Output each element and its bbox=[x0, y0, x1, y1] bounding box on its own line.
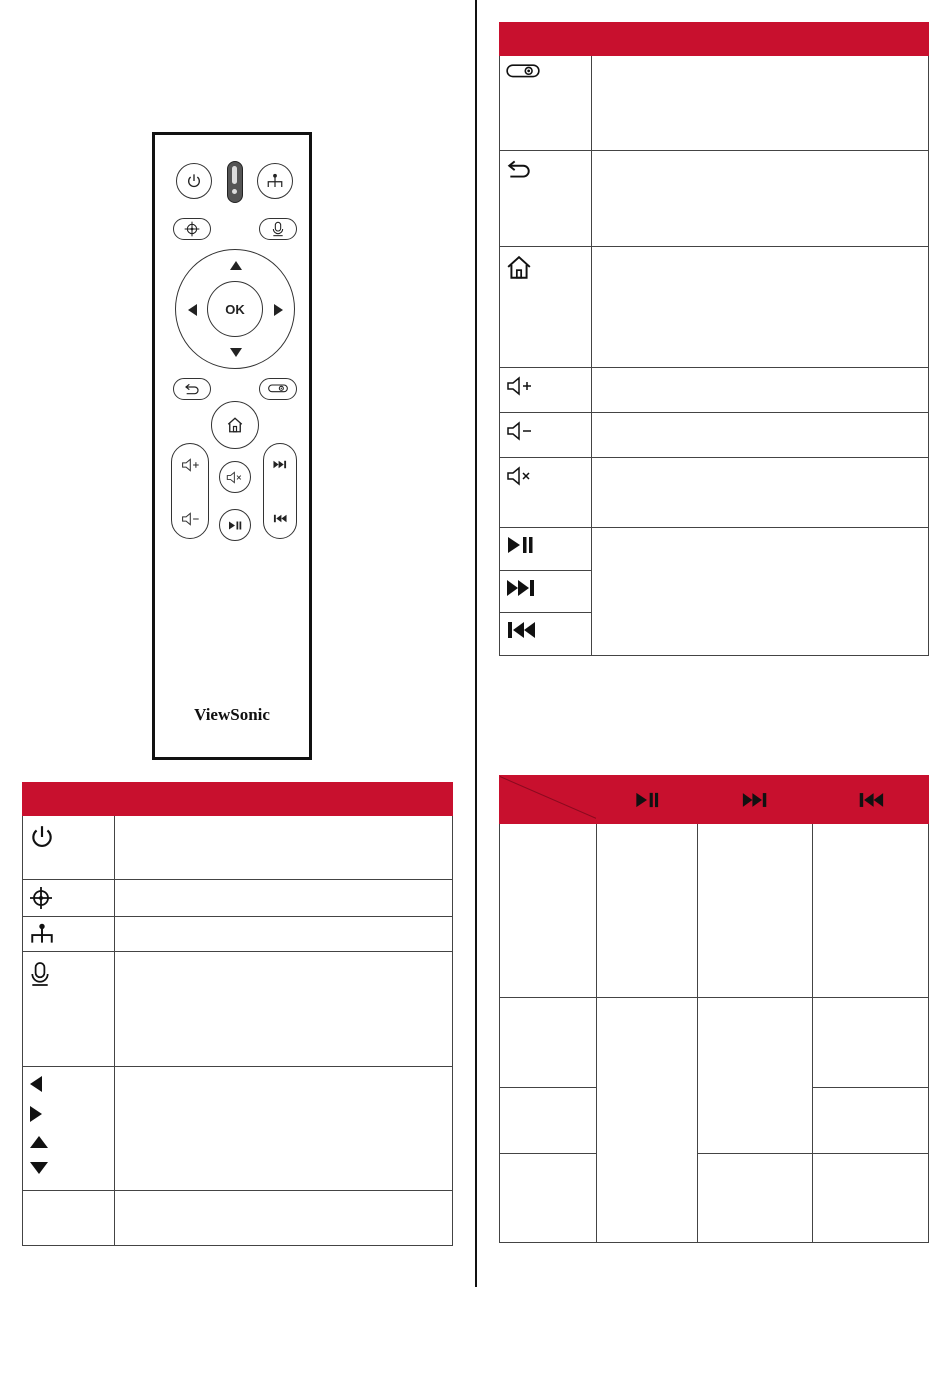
next-icon bbox=[742, 792, 768, 808]
mute-icon bbox=[506, 466, 534, 486]
matrix-cell-r3c4 bbox=[813, 1088, 929, 1154]
row-volume-down bbox=[500, 413, 592, 458]
matrix-cell-r4c3 bbox=[698, 1154, 813, 1243]
row-source-description bbox=[592, 56, 929, 151]
row-home-description bbox=[592, 247, 929, 368]
matrix-cell-r3c1 bbox=[500, 1088, 597, 1154]
remote-control bbox=[152, 132, 312, 760]
row-home bbox=[500, 247, 592, 368]
previous-icon bbox=[506, 621, 536, 639]
remote-buttons-table-2 bbox=[499, 22, 929, 656]
dpad-down-arrow-icon[interactable] bbox=[230, 348, 242, 357]
row-back-description bbox=[592, 151, 929, 247]
matrix-cell-r2c3 bbox=[698, 998, 813, 1154]
row-power-description bbox=[115, 816, 453, 880]
row-volume-up-description bbox=[592, 368, 929, 413]
row-ok-description bbox=[115, 1191, 453, 1246]
remote-ok-button[interactable] bbox=[207, 281, 263, 337]
row-play-pause bbox=[500, 528, 592, 571]
row-next bbox=[500, 571, 592, 613]
table2-header-description bbox=[592, 23, 929, 56]
matrix-cell-r1c3 bbox=[698, 824, 813, 998]
source-icon bbox=[268, 384, 288, 394]
back-icon bbox=[184, 383, 200, 395]
row-volume-up bbox=[500, 368, 592, 413]
play-pause-icon bbox=[634, 792, 660, 808]
table2-header-icon bbox=[500, 23, 592, 56]
row-focus bbox=[23, 880, 115, 917]
row-mic bbox=[23, 952, 115, 1067]
matrix-cell-r1c1 bbox=[500, 824, 597, 998]
dpad-left-arrow-icon[interactable] bbox=[188, 304, 197, 316]
source-icon bbox=[506, 64, 540, 80]
home-icon bbox=[226, 416, 244, 434]
row-arrows bbox=[23, 1067, 115, 1191]
remote-power-button[interactable] bbox=[176, 163, 212, 199]
remote-brand-logo: ViewSonic bbox=[194, 705, 270, 724]
remote-source-button[interactable] bbox=[259, 378, 297, 400]
row-back bbox=[500, 151, 592, 247]
remote-skip-rocker[interactable] bbox=[263, 443, 297, 539]
matrix-cell-r2c2 bbox=[597, 998, 698, 1243]
remote-led-indicator bbox=[227, 161, 243, 203]
up-arrow-icon bbox=[29, 1135, 108, 1149]
remote-focus-button[interactable] bbox=[173, 218, 211, 240]
dpad-right-arrow-icon[interactable] bbox=[274, 304, 283, 316]
microphone-icon bbox=[29, 960, 51, 988]
row-media-description bbox=[592, 528, 929, 656]
play-pause-icon bbox=[228, 521, 242, 530]
power-icon bbox=[29, 824, 55, 850]
row-mute bbox=[500, 458, 592, 528]
focus-icon bbox=[184, 221, 200, 237]
matrix-cell-r2c4 bbox=[813, 998, 929, 1088]
row-focus-description bbox=[115, 880, 453, 917]
volume-down-icon bbox=[506, 421, 534, 441]
right-arrow-icon bbox=[29, 1105, 108, 1123]
matrix-cell-r1c4 bbox=[813, 824, 929, 998]
mute-icon bbox=[226, 471, 244, 484]
remote-play-pause-button[interactable] bbox=[219, 509, 251, 541]
ok-label: OK bbox=[225, 301, 245, 317]
row-ok bbox=[23, 1191, 115, 1246]
volume-up-icon[interactable] bbox=[181, 458, 201, 472]
volume-down-icon[interactable] bbox=[181, 512, 201, 526]
remote-menu-button[interactable] bbox=[257, 163, 293, 199]
home-icon bbox=[506, 255, 532, 281]
next-icon[interactable] bbox=[273, 460, 287, 469]
matrix-cell-r1c2 bbox=[597, 824, 698, 998]
dpad-up-arrow-icon[interactable] bbox=[230, 261, 242, 270]
power-icon bbox=[186, 173, 202, 189]
matrix-header-next bbox=[698, 776, 813, 824]
matrix-header-play-pause bbox=[597, 776, 698, 824]
row-mic-description bbox=[115, 952, 453, 1067]
row-arrows-description bbox=[115, 1067, 453, 1191]
matrix-cell-r2c1 bbox=[500, 998, 597, 1088]
next-icon bbox=[506, 579, 536, 597]
menu-tree-icon bbox=[29, 923, 55, 945]
remote-home-button[interactable] bbox=[211, 401, 259, 449]
row-previous bbox=[500, 613, 592, 656]
matrix-cell-r4c4 bbox=[813, 1154, 929, 1243]
back-icon bbox=[506, 159, 532, 179]
column-divider bbox=[475, 0, 477, 1287]
row-volume-down-description bbox=[592, 413, 929, 458]
menu-tree-icon bbox=[266, 173, 284, 189]
volume-up-icon bbox=[506, 376, 534, 396]
matrix-corner-cell bbox=[500, 776, 597, 824]
left-arrow-icon bbox=[29, 1075, 108, 1093]
matrix-header-previous bbox=[813, 776, 929, 824]
row-power bbox=[23, 816, 115, 880]
remote-mute-button[interactable] bbox=[219, 461, 251, 493]
focus-icon bbox=[29, 886, 53, 910]
previous-icon[interactable] bbox=[273, 514, 287, 523]
previous-icon bbox=[858, 792, 884, 808]
row-mute-description bbox=[592, 458, 929, 528]
media-function-matrix bbox=[499, 775, 929, 1243]
remote-mic-button[interactable] bbox=[259, 218, 297, 240]
row-source bbox=[500, 56, 592, 151]
matrix-cell-r4c1 bbox=[500, 1154, 597, 1243]
microphone-icon bbox=[271, 221, 285, 237]
play-pause-icon bbox=[506, 536, 534, 554]
remote-buttons-table-1 bbox=[22, 782, 453, 1246]
table1-header-description bbox=[115, 783, 453, 816]
table1-header-icon bbox=[23, 783, 115, 816]
row-menu bbox=[23, 917, 115, 952]
down-arrow-icon bbox=[29, 1161, 108, 1175]
row-menu-description bbox=[115, 917, 453, 952]
remote-back-button[interactable] bbox=[173, 378, 211, 400]
remote-volume-rocker[interactable] bbox=[171, 443, 209, 539]
